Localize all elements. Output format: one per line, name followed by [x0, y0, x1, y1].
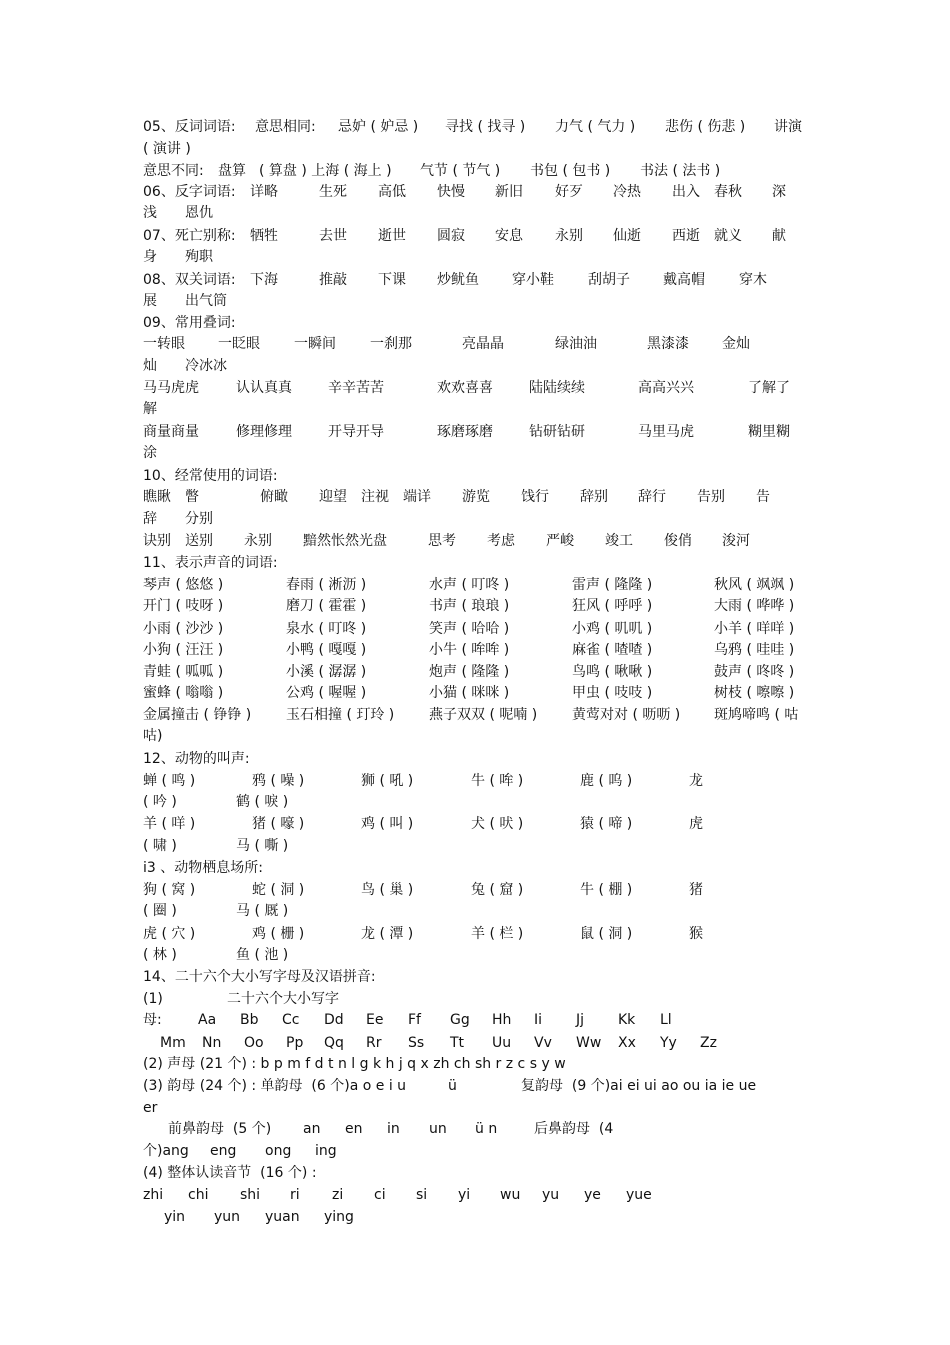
text-fragment: 献	[772, 228, 786, 244]
text-line	[0, 725, 950, 747]
text-fragment: 绿油油	[555, 336, 597, 352]
text-fragment: 浅	[143, 205, 157, 221]
text-fragment: 意思相同:	[255, 119, 316, 135]
text-fragment: 燕子双双 ( 呢喃 )	[429, 707, 538, 723]
text-line	[0, 923, 950, 945]
text-fragment: 羊 ( 咩 )	[143, 816, 196, 832]
text-fragment: 牛 ( 哞 )	[471, 773, 524, 789]
text-fragment: Oo	[244, 1035, 264, 1051]
text-fragment: 黄莺对对 ( 呖呖 )	[572, 707, 681, 723]
text-fragment: yi	[458, 1187, 471, 1203]
text-fragment: 牺牲	[250, 228, 278, 244]
text-fragment: 盘算	[218, 163, 246, 179]
text-fragment: 俊俏	[664, 533, 692, 549]
text-fragment: 狗 ( 窝 )	[143, 882, 196, 898]
text-fragment: 瞥	[185, 489, 199, 505]
text-fragment: 高高兴兴	[638, 380, 694, 396]
text-fragment: Jj	[576, 1012, 585, 1028]
text-line	[0, 333, 950, 355]
text-fragment: 永别	[244, 533, 272, 549]
text-fragment: Kk	[618, 1012, 636, 1028]
text-fragment: er	[143, 1100, 158, 1116]
text-fragment: Ss	[408, 1035, 425, 1051]
text-fragment: yue	[626, 1187, 652, 1203]
text-fragment: 生死	[319, 184, 347, 200]
text-line	[0, 116, 950, 138]
text-fragment: wu	[500, 1187, 521, 1203]
text-fragment: 西逝	[672, 228, 700, 244]
text-fragment: Aa	[198, 1012, 217, 1028]
text-fragment: Nn	[202, 1035, 222, 1051]
text-fragment: ü	[448, 1078, 457, 1094]
text-fragment: 鼠 ( 洞 )	[580, 926, 633, 942]
text-fragment: Qq	[324, 1035, 344, 1051]
text-fragment: 鸦 ( 噪 )	[252, 773, 305, 789]
text-fragment: (2) 声母 (21 个) : b p m f d t n l g k h j q x zh ch sh r z c s y w	[143, 1056, 566, 1072]
text-fragment: 俯瞰	[260, 489, 288, 505]
text-fragment: ü n	[475, 1121, 498, 1137]
text-fragment: 犬 ( 吠 )	[471, 816, 524, 832]
text-fragment: 小雨 ( 沙沙 )	[143, 621, 224, 637]
text-fragment: 一转眼	[143, 336, 185, 352]
text-fragment: Ww	[576, 1035, 602, 1051]
text-fragment: 恩仇	[185, 205, 213, 221]
text-fragment: 安息	[495, 228, 523, 244]
text-fragment: 鼓声 ( 咚咚 )	[714, 664, 795, 680]
text-fragment: 马里马虎	[638, 424, 694, 440]
text-fragment: Ii	[534, 1012, 543, 1028]
text-fragment: 小溪 ( 潺潺 )	[286, 664, 367, 680]
text-fragment: 马 ( 嘶 )	[236, 838, 289, 854]
text-fragment: (4) 整体认读音节 (16 个) :	[143, 1165, 317, 1181]
text-line	[0, 879, 950, 901]
text-fragment: ( 吟 )	[143, 794, 177, 810]
text-fragment: 龙	[689, 773, 703, 789]
text-fragment: 戴高帽	[663, 272, 705, 288]
text-line	[0, 508, 950, 530]
text-line	[0, 813, 950, 835]
text-fragment: 春雨 ( 淅沥 )	[286, 577, 367, 593]
text-line	[0, 1053, 950, 1075]
text-fragment: (3) 韵母 (24 个) : 单韵母 (6 个)a o e i u	[143, 1078, 407, 1094]
text-fragment: 虎 ( 穴 )	[143, 926, 196, 942]
text-line	[0, 530, 950, 552]
text-fragment: 咕)	[143, 728, 163, 744]
text-fragment: ri	[290, 1187, 300, 1203]
text-fragment: 小鸭 ( 嘎嘎 )	[286, 642, 367, 658]
text-fragment: 了解了	[748, 380, 790, 396]
text-fragment: 穿木	[739, 272, 767, 288]
text-fragment: 鸡 ( 叫 )	[361, 816, 414, 832]
text-fragment: 05、反词词语:	[143, 119, 236, 135]
text-fragment: 一刹那	[370, 336, 412, 352]
text-fragment: 前鼻韵母 (5 个)	[168, 1121, 272, 1137]
text-fragment: ( 啸 )	[143, 838, 177, 854]
text-fragment: 竣工	[605, 533, 633, 549]
text-fragment: 炒鱿鱼	[437, 272, 479, 288]
text-fragment: 辛辛苦苦	[328, 380, 384, 396]
text-line	[0, 835, 950, 857]
text-fragment: eng	[210, 1143, 237, 1159]
text-fragment: 严峻	[546, 533, 574, 549]
text-fragment: yin	[164, 1209, 186, 1225]
text-fragment: Ll	[660, 1012, 672, 1028]
text-fragment: 14、二十六个大小写字母及汉语拼音:	[143, 969, 376, 985]
text-line	[0, 138, 950, 160]
text-fragment: 猪	[689, 882, 703, 898]
text-fragment: 下课	[378, 272, 406, 288]
text-fragment: 雷声 ( 隆隆 )	[572, 577, 653, 593]
text-fragment: 陆陆续续	[529, 380, 585, 396]
text-fragment: 斑鸠啼鸣 ( 咕	[714, 707, 799, 723]
text-fragment: 饯行	[521, 489, 549, 505]
text-fragment: 小猫 ( 咪咪 )	[429, 685, 510, 701]
text-fragment: 07、死亡别称:	[143, 228, 236, 244]
text-fragment: 书包 ( 包书 )	[530, 163, 611, 179]
text-line	[0, 661, 950, 683]
text-fragment: 穿小鞋	[512, 272, 554, 288]
text-fragment: 公鸡 ( 喔喔 )	[286, 685, 367, 701]
text-line	[0, 465, 950, 487]
text-fragment: Tt	[450, 1035, 465, 1051]
text-fragment: 鸟鸣 ( 啾啾 )	[572, 664, 653, 680]
text-fragment: yun	[214, 1209, 241, 1225]
text-fragment: zhi	[143, 1187, 164, 1203]
text-fragment: 书法 ( 法书 )	[640, 163, 721, 179]
text-fragment: 小狗 ( 汪汪 )	[143, 642, 224, 658]
text-fragment: 冷热	[613, 184, 641, 200]
text-fragment: 冷冰冰	[185, 358, 227, 374]
text-fragment: in	[387, 1121, 400, 1137]
text-fragment: i3 、动物栖息场所:	[143, 860, 263, 876]
text-fragment: 永别	[555, 228, 583, 244]
text-fragment: 灿	[143, 358, 157, 374]
text-fragment: Uu	[492, 1035, 512, 1051]
text-fragment: 出入	[672, 184, 700, 200]
text-fragment: 忌妒 ( 妒忌 )	[338, 119, 419, 135]
text-fragment: 下海	[250, 272, 278, 288]
text-fragment: 逝世	[378, 228, 406, 244]
text-fragment: ( 演讲 )	[143, 141, 191, 157]
text-line	[0, 269, 950, 291]
text-fragment: 06、反字词语:	[143, 184, 236, 200]
text-fragment: 高低	[378, 184, 406, 200]
text-fragment: 虎	[689, 816, 703, 832]
text-fragment: Ee	[366, 1012, 384, 1028]
text-fragment: 刮胡子	[588, 272, 630, 288]
text-fragment: 一瞬间	[294, 336, 336, 352]
text-line	[0, 1075, 950, 1097]
text-line	[0, 595, 950, 617]
text-line	[0, 421, 950, 443]
text-fragment: Rr	[366, 1035, 382, 1051]
text-fragment: 青蛙 ( 呱呱 )	[143, 664, 224, 680]
text-fragment: ( 算盘 ) 上海 ( 海上 )	[259, 163, 392, 179]
text-fragment: zi	[332, 1187, 344, 1203]
text-fragment: Vv	[534, 1035, 552, 1051]
text-fragment: 树枝 ( 嚓嚓 )	[714, 685, 795, 701]
text-fragment: 乌鸦 ( 哇哇 )	[714, 642, 795, 658]
text-fragment: 琴声 ( 悠悠 )	[143, 577, 224, 593]
text-fragment: 认认真真	[236, 380, 292, 396]
text-fragment: 秋风 ( 飒飒 )	[714, 577, 795, 593]
text-fragment: 考虑	[487, 533, 515, 549]
text-fragment: 悲伤 ( 伤悲 )	[665, 119, 746, 135]
text-fragment: 身	[143, 249, 157, 265]
text-line	[0, 966, 950, 988]
text-fragment: 鹿 ( 呜 )	[580, 773, 633, 789]
text-fragment: 书声 ( 琅琅 )	[429, 598, 510, 614]
text-fragment: 08、双关词语:	[143, 272, 236, 288]
text-fragment: 端详	[403, 489, 431, 505]
text-fragment: 亮晶晶	[462, 336, 504, 352]
text-fragment: 注视	[361, 489, 389, 505]
text-fragment: 甲虫 ( 吱吱 )	[572, 685, 653, 701]
text-line	[0, 748, 950, 770]
text-fragment: 修理修理	[236, 424, 292, 440]
text-line	[0, 1206, 950, 1228]
text-fragment: 辞行	[638, 489, 666, 505]
text-fragment: 一眨眼	[218, 336, 260, 352]
text-fragment: 12、动物的叫声:	[143, 751, 250, 767]
text-fragment: 糊里糊	[748, 424, 790, 440]
text-fragment: 详略	[250, 184, 278, 200]
text-fragment: 告别	[697, 489, 725, 505]
text-fragment: 蜜蜂 ( 嗡嗡 )	[143, 685, 224, 701]
text-line	[0, 618, 950, 640]
text-fragment: Ff	[408, 1012, 421, 1028]
text-fragment: 涂	[143, 445, 157, 461]
text-line	[0, 355, 950, 377]
text-fragment: 钻研钻研	[529, 424, 585, 440]
text-fragment: Pp	[286, 1035, 304, 1051]
text-line	[0, 1032, 950, 1054]
text-fragment: 麻雀 ( 喳喳 )	[572, 642, 653, 658]
text-fragment: 迎望	[319, 489, 347, 505]
text-fragment: yuan	[265, 1209, 300, 1225]
text-fragment: 磨刀 ( 霍霍 )	[286, 598, 367, 614]
text-fragment: 10、经常使用的词语:	[143, 468, 278, 484]
text-line	[0, 988, 950, 1010]
text-fragment: an	[303, 1121, 321, 1137]
text-fragment: 黑漆漆	[647, 336, 689, 352]
text-line	[0, 944, 950, 966]
text-fragment: 寻找 ( 找寻 )	[445, 119, 526, 135]
text-line	[0, 552, 950, 574]
text-line	[0, 1140, 950, 1162]
text-fragment: 猿 ( 啼 )	[580, 816, 633, 832]
text-fragment: 大雨 ( 哗哗 )	[714, 598, 795, 614]
text-fragment: 蛇 ( 洞 )	[252, 882, 305, 898]
text-fragment: 圆寂	[437, 228, 465, 244]
text-fragment: Dd	[324, 1012, 344, 1028]
text-fragment: 春秋	[714, 184, 742, 200]
text-line	[0, 377, 950, 399]
text-fragment: 狂风 ( 呼呼 )	[572, 598, 653, 614]
text-fragment: 诀别	[143, 533, 171, 549]
text-fragment: 羊 ( 栏 )	[471, 926, 524, 942]
text-fragment: ying	[324, 1209, 354, 1225]
text-fragment: 小羊 ( 咩咩 )	[714, 621, 795, 637]
text-fragment: 小牛 ( 哞哞 )	[429, 642, 510, 658]
text-fragment: 水声 ( 叮咚 )	[429, 577, 510, 593]
text-line	[0, 181, 950, 203]
text-fragment: en	[345, 1121, 363, 1137]
text-fragment: 推敲	[319, 272, 347, 288]
text-fragment: Gg	[450, 1012, 470, 1028]
text-fragment: Xx	[618, 1035, 636, 1051]
text-fragment: 好歹	[555, 184, 583, 200]
text-fragment: ( 林 )	[143, 947, 177, 963]
text-fragment: ye	[584, 1187, 601, 1203]
text-fragment: 思考	[428, 533, 456, 549]
text-fragment: 出气筒	[185, 293, 227, 309]
text-line	[0, 290, 950, 312]
text-line	[0, 704, 950, 726]
text-fragment: yu	[542, 1187, 560, 1203]
text-fragment: 游览	[462, 489, 490, 505]
text-fragment: 开门 ( 吱呀 )	[143, 598, 224, 614]
text-fragment: 送别	[185, 533, 213, 549]
text-fragment: 欢欢喜喜	[437, 380, 493, 396]
text-line	[0, 1118, 950, 1140]
text-line	[0, 246, 950, 268]
text-fragment: 后鼻韵母 (4	[534, 1121, 614, 1137]
text-fragment: 炮声 ( 隆隆 )	[429, 664, 510, 680]
text-fragment: 辞别	[580, 489, 608, 505]
text-fragment: 鸡 ( 栅 )	[252, 926, 305, 942]
text-fragment: 金灿	[722, 336, 750, 352]
text-fragment: 二十六个大小写字	[227, 991, 339, 1007]
text-fragment: Bb	[240, 1012, 259, 1028]
text-fragment: ong	[265, 1143, 292, 1159]
text-fragment: 个)ang	[143, 1143, 189, 1159]
text-fragment: 辞	[143, 511, 157, 527]
text-fragment: 就义	[714, 228, 742, 244]
text-fragment: 11、表示声音的词语:	[143, 555, 278, 571]
text-fragment: 分别	[185, 511, 213, 527]
text-line	[0, 225, 950, 247]
text-fragment: Cc	[282, 1012, 300, 1028]
text-fragment: 黯然怅然光盘	[303, 533, 387, 549]
text-line	[0, 857, 950, 879]
text-fragment: Hh	[492, 1012, 512, 1028]
text-fragment: 讲演	[774, 119, 802, 135]
text-fragment: 展	[143, 293, 157, 309]
text-fragment: 快慢	[437, 184, 465, 200]
text-fragment: 鹤 ( 唳 )	[236, 794, 289, 810]
text-fragment: 兔 ( 窟 )	[471, 882, 524, 898]
text-fragment: 商量商量	[143, 424, 199, 440]
text-fragment: ing	[315, 1143, 337, 1159]
text-line	[0, 791, 950, 813]
text-fragment: shi	[240, 1187, 261, 1203]
text-fragment: 浚河	[722, 533, 750, 549]
text-line	[0, 1184, 950, 1206]
text-line	[0, 398, 950, 420]
text-line	[0, 682, 950, 704]
text-fragment: 泉水 ( 叮咚 )	[286, 621, 367, 637]
text-fragment: 意思不同:	[143, 163, 204, 179]
text-fragment: 蝉 ( 鸣 )	[143, 773, 196, 789]
text-fragment: si	[416, 1187, 428, 1203]
text-fragment: Yy	[660, 1035, 677, 1051]
text-fragment: 牛 ( 棚 )	[580, 882, 633, 898]
text-fragment: Mm	[160, 1035, 186, 1051]
text-fragment: 深	[772, 184, 786, 200]
text-fragment: 气节 ( 节气 )	[420, 163, 501, 179]
text-fragment: 小鸡 ( 叽叽 )	[572, 621, 653, 637]
text-line	[0, 202, 950, 224]
text-fragment: 解	[143, 401, 157, 417]
text-fragment: 鱼 ( 池 )	[236, 947, 289, 963]
text-fragment: 琢磨琢磨	[437, 424, 493, 440]
text-line	[0, 160, 950, 182]
text-fragment: 告	[756, 489, 770, 505]
text-line	[0, 1097, 950, 1119]
text-fragment: 母:	[143, 1012, 162, 1028]
text-fragment: 去世	[319, 228, 347, 244]
text-line	[0, 770, 950, 792]
text-fragment: un	[429, 1121, 447, 1137]
text-fragment: 狮 ( 吼 )	[361, 773, 414, 789]
text-fragment: 力气 ( 气力 )	[555, 119, 636, 135]
text-line	[0, 639, 950, 661]
text-fragment: 殉职	[185, 249, 213, 265]
text-fragment: 复韵母 (9 个)ai ei ui ao ou ia ie ue	[521, 1078, 757, 1094]
text-fragment: (1)	[143, 991, 163, 1007]
text-fragment: Zz	[700, 1035, 717, 1051]
text-fragment: 金属撞击 ( 铮铮 )	[143, 707, 252, 723]
text-fragment: 瞧瞅	[143, 489, 171, 505]
text-fragment: 马 ( 厩 )	[236, 903, 289, 919]
text-line	[0, 1162, 950, 1184]
text-line	[0, 574, 950, 596]
text-fragment: 笑声 ( 哈哈 )	[429, 621, 510, 637]
text-line	[0, 442, 950, 464]
text-line	[0, 900, 950, 922]
text-fragment: 鸟 ( 巢 )	[361, 882, 414, 898]
text-fragment: 开导开导	[328, 424, 384, 440]
text-fragment: ci	[374, 1187, 386, 1203]
text-line	[0, 1009, 950, 1031]
text-fragment: 猴	[689, 926, 703, 942]
text-fragment: 玉石相撞 ( 玎玲 )	[286, 707, 395, 723]
text-fragment: 龙 ( 潭 )	[361, 926, 414, 942]
text-fragment: chi	[188, 1187, 209, 1203]
text-fragment: 猪 ( 嚎 )	[252, 816, 305, 832]
text-line	[0, 312, 950, 334]
text-fragment: 09、常用叠词:	[143, 315, 236, 331]
text-fragment: 马马虎虎	[143, 380, 199, 396]
text-fragment: ( 圈 )	[143, 903, 177, 919]
text-fragment: 新旧	[495, 184, 523, 200]
text-fragment: 仙逝	[613, 228, 641, 244]
text-line	[0, 486, 950, 508]
